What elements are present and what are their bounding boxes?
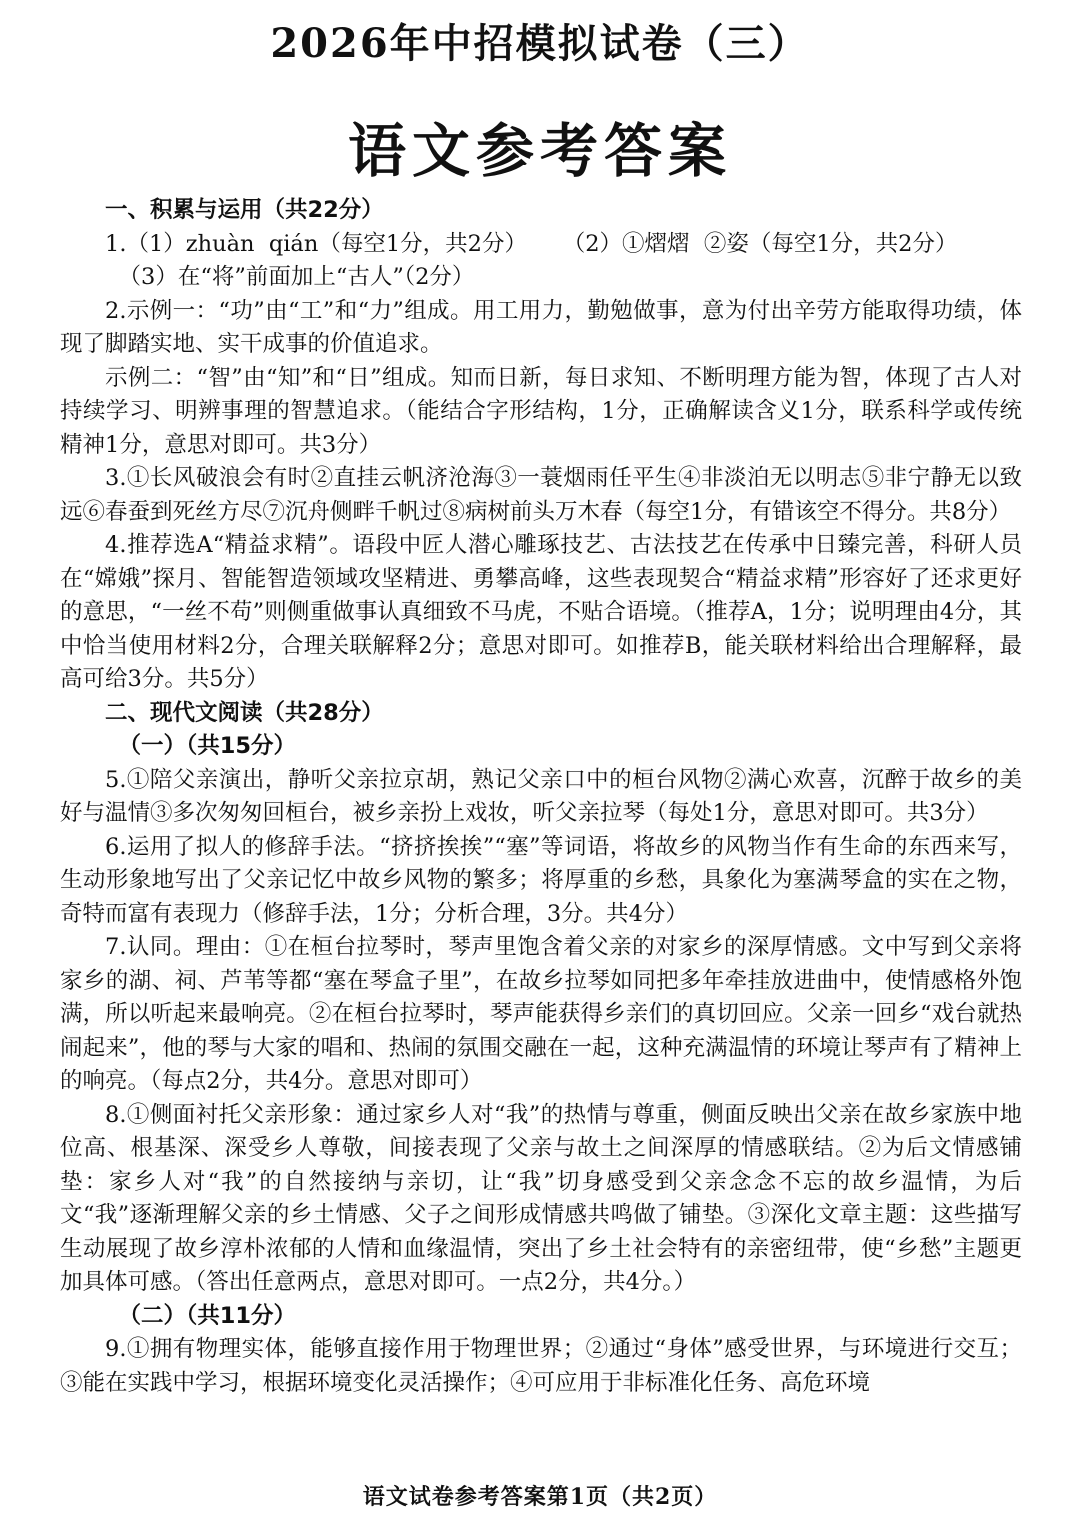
answer-q3: 3.①长风破浪会有时②直挂云帆济沧海③一蓑烟雨任平生④非淡泊无以明志⑤非宁静无以致远⑥春蚕到死丝方尽⑦沉舟侧畔千帆过⑧病树前头万木春（每空1分，有错该空不得分。共8分）	[60, 465, 1022, 525]
answer-q5: 5.①陪父亲演出，静听父亲拉京胡，熟记父亲口中的桓台风物②满心欢喜，沉醉于故乡的美好与温情③多次匆匆回桓台，被乡亲扮上戏妆，听父亲拉琴（每处1分，意思对即可。共3分）	[60, 766, 1022, 826]
answer-q4: 4.推荐选A“精益求精”。语段中匠人潜心雕琢技艺、古法技艺在传承中日臻完善，科研人员在“嫦娥”探月、智能智造领域攻坚精进、勇攀高峰，这些表现契合“精益求精”形容好了还求更好的意思，“一丝不苟”则侧重做事认真细致不马虎，不贴合语境。（推荐A，1分；说明理由4分，其中恰当使用材料2分，合理关联解释2分；意思对即可。如推荐B，能关联材料给出合理解释，最高可给3分。共5分）	[60, 532, 1022, 692]
answer-q1-part3: （3）在“将”前面加上“古人”（2分）	[118, 264, 475, 290]
answer-q1-part1: 1.（1）zhuàn qián（每空1分，共2分） （2）①熠熠 ②姿（每空1分，共2分）	[105, 230, 958, 257]
section-heading-1: 一、积累与运用（共22分）	[105, 197, 384, 223]
page-footer: 语文试卷参考答案第1页（共2页）	[362, 1484, 718, 1510]
answer-q6: 6.运用了拟人的修辞手法。“挤挤挨挨”“塞”等词语，将故乡的风物当作有生命的东西来写，生动形象地写出了父亲记忆中故乡风物的繁多；将厚重的乡愁，具象化为塞满琴盒的实在之物，奇特而富有表现力（修辞手法，1分；分析合理，3分。共4分）	[60, 833, 1022, 927]
answer-q9: 9.①拥有物理实体，能够直接作用于物理世界；②通过“身体”感受世界，与环境进行交互；③能在实践中学习，根据环境变化灵活操作；④可应用于非标准化任务、高危环境	[60, 1336, 1022, 1396]
subsection-heading-2: （二）（共11分）	[118, 1302, 297, 1329]
answer-q8: 8.①侧面衬托父亲形象：通过家乡人对“我”的热情与尊重，侧面反映出父亲在故乡家族中地位高、根基深、深受乡人尊敬，间接表现了父亲与故土之间深厚的情感联结。②为后文情感铺垫：家乡人对“我”的自然接纳与亲切，让“我”切身感受到父亲念念不忘的故乡温情，为后文“我”逐渐理解父亲的乡土情感、父子之间形成情感共鸣做了铺垫。③深化文章主题：这些描写生动展现了故乡淳朴浓郁的人情和血缘温情，突出了乡土社会特有的亲密纽带，使“乡愁”主题更加具体可感。（答出任意两点，意思对即可。一点2分，共4分。）	[60, 1101, 1022, 1295]
answer-content	[60, 194, 1022, 1400]
answer-q2-example2: 示例二：“智”由“知”和“日”组成。知而日新，每日求知、不断明理方能为智，体现了古人对持续学习、明辨事理的智慧追求。（能结合字形结构，1分，正确解读含义1分，联系科学或传统精神1分，意思对即可。共3分）	[60, 364, 1022, 458]
subsection-heading-1: （一）（共15分）	[118, 733, 297, 759]
answer-q2-example1: 2.示例一：“功”由“工”和“力”组成。用工用力，勤勉做事，意为付出辛劳方能取得功绩，体现了脚踏实地、实干成事的价值追求。	[60, 297, 1022, 357]
exam-title: 2026年中招模拟试卷（三）	[270, 20, 810, 67]
section-heading-2: 二、现代文阅读（共28分）	[105, 699, 384, 726]
document-title: 语文参考答案	[347, 117, 732, 185]
answer-q7: 7.认同。理由：①在桓台拉琴时，琴声里饱含着父亲的对家乡的深厚情感。文中写到父亲将家乡的湖、祠、芦苇等都“塞在琴盒子里”，在故乡拉琴如同把多年牵挂放进曲中，使情感格外饱满，所以听起来最响亮。②在桓台拉琴时，琴声能获得乡亲们的真切回应。父亲一回乡“戏台就热闹起来”，他的琴与大家的唱和、热闹的氛围交融在一起，这种充满温情的环境让琴声有了精神上的响亮。（每点2分，共4分。意思对即可）	[60, 934, 1022, 1094]
